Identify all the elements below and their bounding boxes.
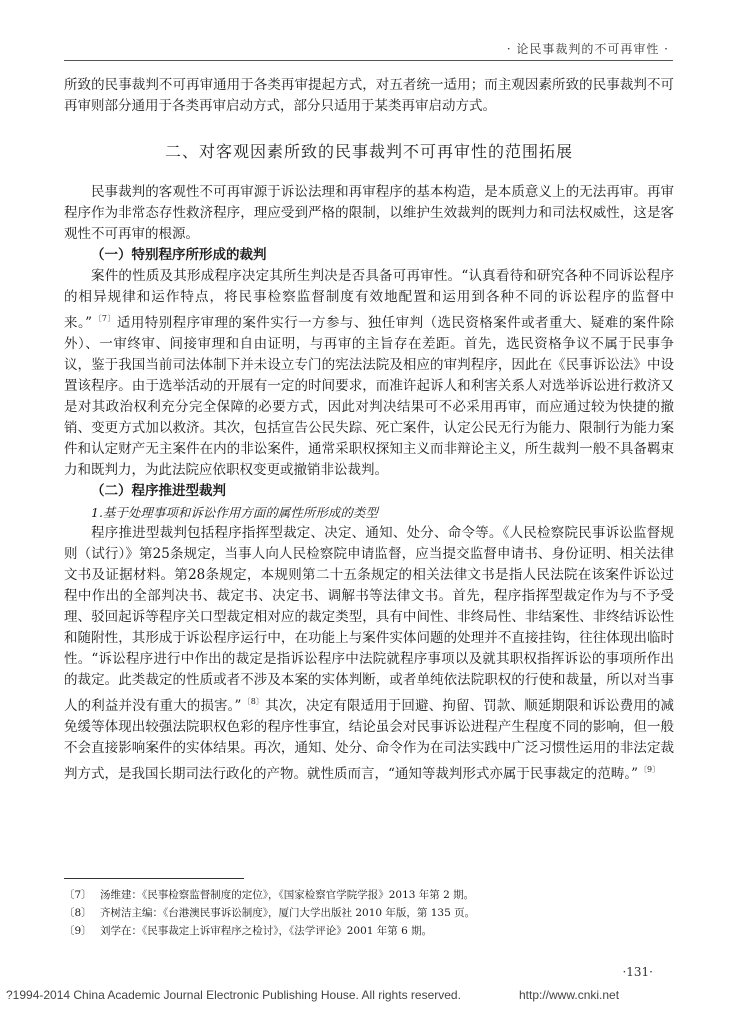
subsection-2-paragraph	[64, 523, 674, 785]
footnote-ref-9: 〔9〕	[639, 765, 661, 774]
cnki-link[interactable]: http://www.cnki.net	[519, 988, 620, 1002]
footnote-text: 刘学在：《民事裁定上诉审程序之检讨》，《法学评论》2001 年第 6 期。	[100, 925, 433, 937]
copyright-notice: ?1994-2014 China Academic Journal Electronic Publishing House. All rights reserved.	[6, 988, 461, 1002]
footnote-text: 汤维建：《民事检察监督制度的定位》，《国家检察官学院学报》2013 年第 2 期。	[100, 889, 475, 901]
subsection-2-text-b: 其次，决定有限适用于回避、拘留、罚款、顺延期限和诉讼费用的减免缓等体现出较强法院职权色彩的程序性事宜，结论虽会对民事诉讼进程产生程度不同的影响，但一般不会直接影响案件的实体结果。再次，通知、处分、命令作为在司法实践中广泛习惯性运用的非法定裁判方式，是我国长期司法行政化的产物。就性质而言，“通知等裁判形式亦属于民事裁定的范畴。”	[64, 698, 675, 782]
subsection-1-text-b: 适用特别程序审理的案件实行一方参与、独任审判（选民资格案件或者重大、疑难的案件除外）、一审终审、间接审理和自由证明，与再审的主旨存在差距。首先，选民资格争议不属于民事争议，鉴于我国当前司法体制下并未设立专门的宪法法院及相应的审判程序，因此在《民事诉讼法》中设置该程序。由于选举活动的开展有一定的时间要求，而准许起诉人和利害关系人对选举诉讼进行救济又是对其政治权利充分完全保障的必要方式，因此对判决结果可不必采用再审，而应通过较为快捷的撤销、变更方式加以救济。其次，包括宣告公民失踪、死亡案件，认定公民无行为能力、限制行为能力案件和认定财产无主案件在内的非讼案件，通常采职权探知主义而非辩论主义，所生裁判一般不具备羁束力和既判力，为此法院应依职权变更或撤销非讼裁判。	[64, 315, 675, 478]
intro-paragraph: 所致的民事裁判不可再审通用于各类再审提起方式，对五者统一适用；而主观因素所致的民事裁判不可再审则部分通用于各类再审启动方式，部分只适用于某类再审启动方式。	[64, 77, 674, 114]
subsection-2-title: （二）程序推进型裁判	[91, 483, 226, 499]
section-title: 二、对客观因素所致的民事裁判不可再审性的范围拓展	[164, 142, 573, 161]
footnotes	[64, 886, 674, 940]
article-body	[64, 75, 674, 785]
running-head: · 论民事裁判的不可再审性 ·	[506, 42, 669, 56]
footnote-mark: 〔9〕	[64, 925, 92, 937]
footnote-item	[64, 886, 674, 904]
section-paragraph: 民事裁判的客观性不可再审源于诉讼法理和再审程序的基本构造，是本质意义上的无法再审。再审程序作为非常态存性救济程序，理应受到严格的限制，以维护生效裁判的既判力和司法权威性，这是客观性不可再审的根源。	[64, 184, 674, 242]
subsection-1-text-a: 案件的性质及其形成程序决定其所生判决是否具备可再审性。“认真看待和研究各种不同诉讼程序的相异规律和运作特点，将民事检察监督制度有效地配置和运用到各种不同的诉讼程序的监督中来。”	[64, 268, 674, 331]
footnote-text: 齐树洁主编：《台港澳民事诉讼制度》，厦门大学出版社 2010 年版，第 135 页。	[100, 907, 476, 919]
subsection-2-subtitle: 1.基于处理事项和诉讼作用方面的属性所形成的类型	[91, 505, 378, 520]
footnote-ref-8: 〔8〕	[242, 697, 265, 706]
footnote-mark: 〔8〕	[64, 907, 92, 919]
footnote-item	[64, 904, 674, 922]
subsection-1-paragraph	[64, 266, 674, 481]
footnote-ref-7: 〔7〕	[93, 314, 116, 323]
subsection-2-text-a: 程序推进型裁判包括程序指挥型裁定、决定、通知、处分、命令等。《人民检察院民事诉讼监督规则（试行）》第25条规定，当事人向人民检察院申请监督，应当提交监督申请书、身份证明、相关法律文书及证据材料。第28条规定，本规则第二十五条规定的相关法律文书是指人民法院在该案件诉讼过程中作出的全部判决书、裁定书、决定书、调解书等法律文书。首先，程序指挥型裁定作为与不予受理、驳回起诉等程序关口型裁定相对应的裁定类型，具有中间性、非终局性、非结案性、非终结诉讼性和随附性，其形成于诉讼程序运行中，在功能上与案件实体问题的处理并不直接挂钩，往往体现出临时性。“诉讼程序进行中作出的裁定是指诉讼程序中法院就程序事项以及就其职权指挥诉讼的事项所作出的裁定。此类裁定的性质或者不涉及本案的实体判断，或者单纯依法院职权的行使和裁量，所以对当事人的利益并没有重大的损害。”	[64, 525, 674, 714]
subsection-1-title: （一）特别程序所形成的裁判	[91, 247, 267, 263]
footnote-item	[64, 922, 674, 940]
footnote-rule	[64, 878, 244, 879]
header-rule	[64, 60, 673, 61]
page-number: ·131·	[622, 965, 653, 979]
copyright-footer	[6, 988, 726, 1002]
footnote-mark: 〔7〕	[64, 889, 92, 901]
